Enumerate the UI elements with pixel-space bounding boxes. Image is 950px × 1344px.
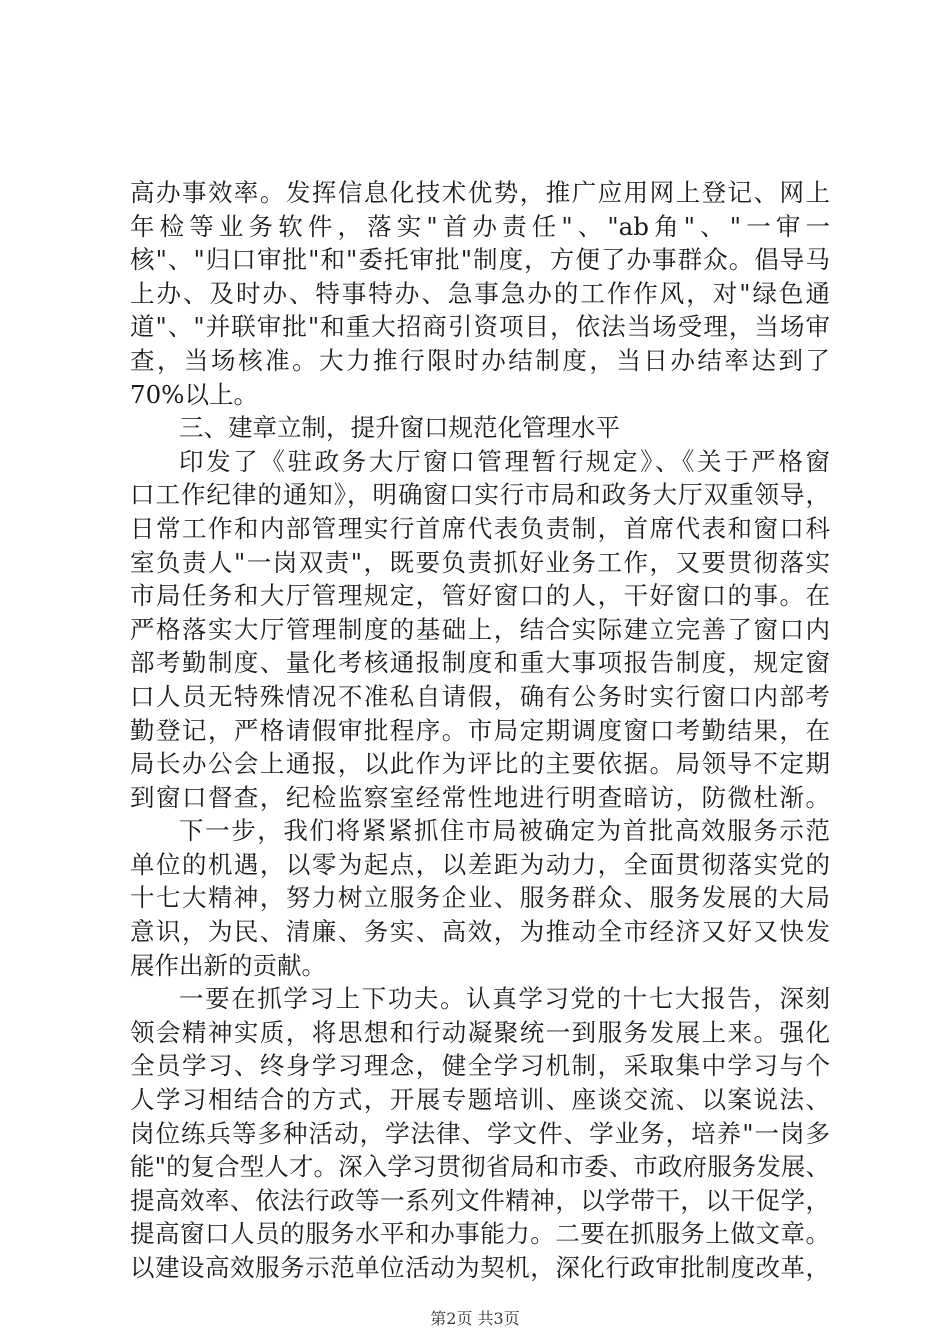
text-line: 口人员无特殊情况不准私自请假，确有公务时实行窗口内部考 <box>130 681 830 711</box>
text-line: 十七大精神，努力树立服务企业、服务群众、服务发展的大局 <box>130 883 830 913</box>
text-line: 严格落实大厅管理制度的基础上，结合实际建立完善了窗口内 <box>130 614 830 644</box>
text-line: 道"、"并联审批"和重大招商引资项目，依法当场受理，当场审 <box>130 312 830 342</box>
text-line: 人学习相结合的方式，开展专题培训、座谈交流、以案说法、 <box>130 1085 830 1115</box>
text-line: 一要在抓学习上下功夫。认真学习党的十七大报告，深刻 <box>179 984 830 1014</box>
text-line: 意识，为民、清廉、务实、高效，为推动全市经济又好又快发 <box>130 917 830 947</box>
page-number-footer: 第2页 共3页 <box>430 1309 520 1328</box>
text-line: 岗位练兵等多种活动，学法律、学文件、学业务，培养"一岗多 <box>130 1118 830 1148</box>
text-line: 以建设高效服务示范单位活动为契机，深化行政审批制度改革， <box>130 1253 830 1282</box>
text-line: 局长办公会上通报，以此作为评比的主要依据。局领导不定期 <box>130 749 830 779</box>
text-line: 印发了《驻政务大厅窗口管理暂行规定》、《关于严格窗 <box>179 446 830 476</box>
text-line: 提高窗口人员的服务水平和办事能力。二要在抓服务上做文章。 <box>130 1219 830 1249</box>
text-line: 高办事效率。发挥信息化技术优势，推广应用网上登记、网上 <box>130 178 830 207</box>
text-line: 下一步，我们将紧紧抓住市局被确定为首批高效服务示范 <box>179 816 830 846</box>
text-line: 提高效率、依法行政等一系列文件精神，以学带干，以干促学， <box>130 1185 830 1215</box>
text-line: 能"的复合型人才。深入学习贯彻省局和市委、市政府服务发展、 <box>130 1152 830 1182</box>
text-line: 日常工作和内部管理实行首席代表负责制，首席代表和窗口科 <box>130 513 830 543</box>
text-line: 到窗口督查，纪检监察室经常性地进行明查暗访，防微杜渐。 <box>130 782 830 812</box>
text-line: 市局任务和大厅管理规定，管好窗口的人，干好窗口的事。在 <box>130 581 830 611</box>
text-line: 部考勤制度、量化考核通报制度和重大事项报告制度，规定窗 <box>130 648 830 678</box>
document-body <box>130 176 830 1285</box>
text-line: 室负责人"一岗双责"，既要负责抓好业务工作，又要贯彻落实 <box>130 547 830 577</box>
text-line: 上办、及时办、特事特办、急事急办的工作作风，对"绿色通 <box>130 278 830 308</box>
text-line: 单位的机遇，以零为起点，以差距为动力，全面贯彻落实党的 <box>130 849 830 879</box>
text-line: 领会精神实质，将思想和行动凝聚统一到服务发展上来。强化 <box>130 1017 830 1047</box>
text-line: 查，当场核准。大力推行限时办结制度，当日办结率达到了 <box>130 345 830 375</box>
text-line: 勤登记，严格请假审批程序。市局定期调度窗口考勤结果，在 <box>130 715 830 745</box>
text-line: 70%以上。 <box>130 379 258 409</box>
text-line: 口工作纪律的通知》，明确窗口实行市局和政务大厅双重领导， <box>130 480 830 510</box>
text-line: 展作出新的贡献。 <box>130 950 326 980</box>
text-line: 核"、"归口审批"和"委托审批"制度，方便了办事群众。倡导马 <box>130 245 830 275</box>
text-line: 全员学习、终身学习理念，健全学习机制，采取集中学习与个 <box>130 1051 830 1081</box>
text-line: 年检等业务软件，落实"首办责任"、"ab角"、"一审一 <box>130 211 830 241</box>
section-heading: 三、建章立制，提升窗口规范化管理水平 <box>179 413 620 443</box>
